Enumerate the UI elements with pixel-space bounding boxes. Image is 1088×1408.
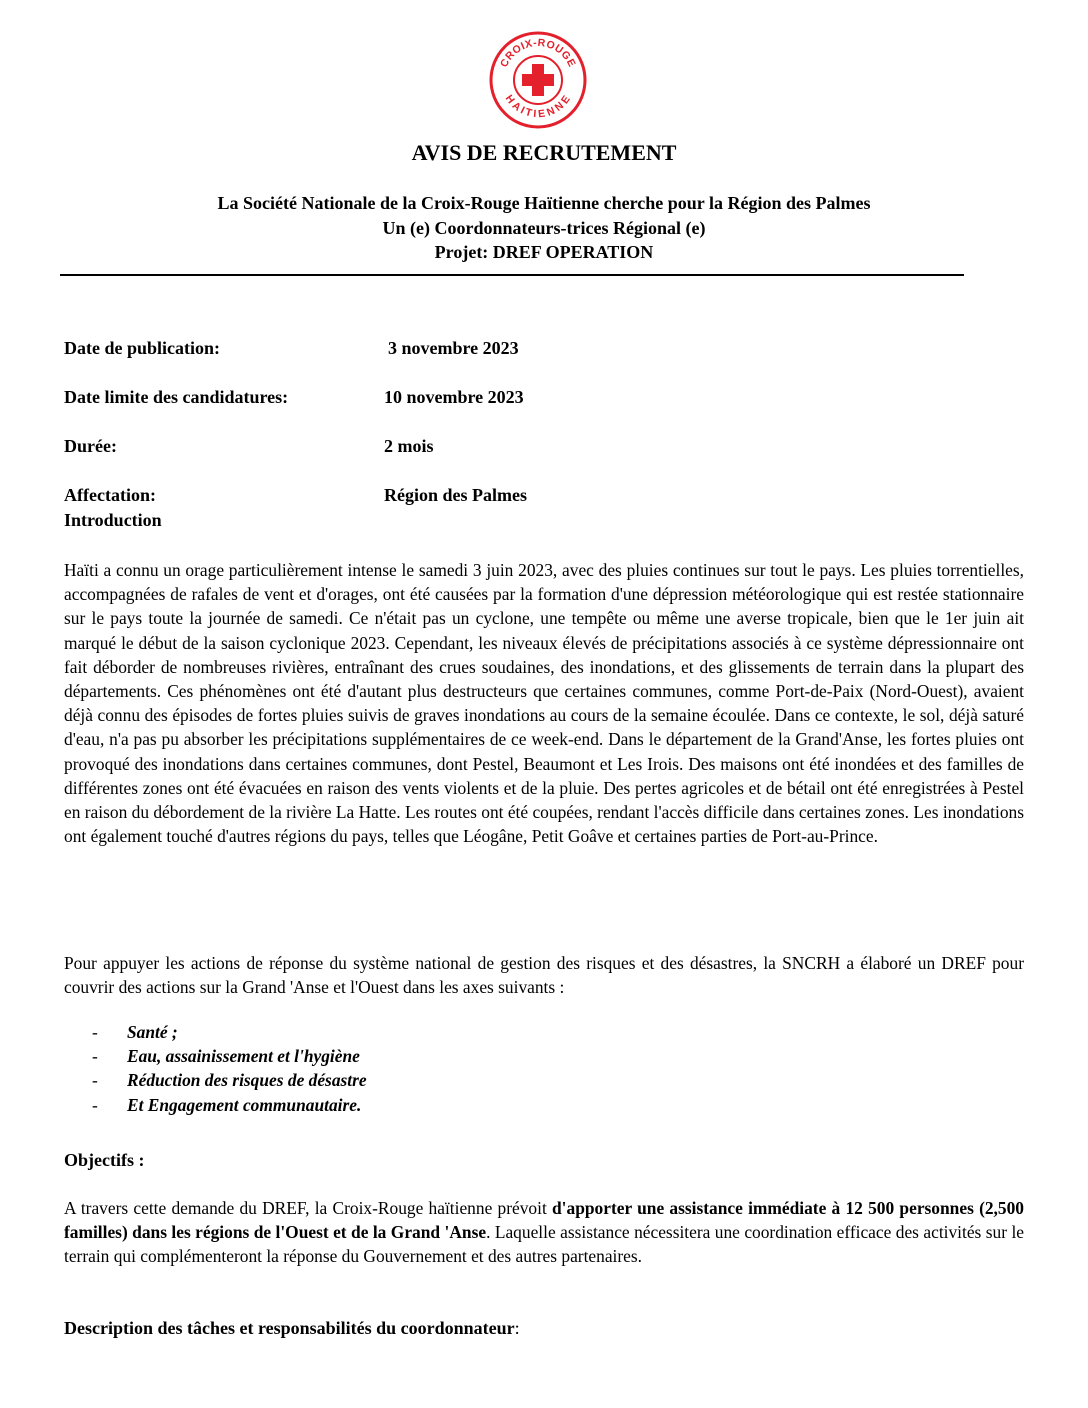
- response-paragraph: Pour appuyer les actions de réponse du système national de gestion des risques et des désastres, la SNCRH a élaboré un DREF pour couvrir des actions sur la Grand 'Anse et l'Ouest dans les axes suivants :: [64, 953, 1024, 998]
- list-item-text: Eau, assainissement et l'hygiène: [127, 1046, 360, 1067]
- list-dash: -: [92, 1046, 98, 1067]
- objectives-paragraph: [64, 1196, 1024, 1269]
- subtitle-organization: La Société Nationale de la Croix-Rouge Haïtienne cherche pour la Région des Palmes: [217, 193, 871, 213]
- list-item: [64, 1068, 367, 1092]
- introduction-heading: Introduction: [64, 510, 162, 530]
- list-dash: -: [92, 1070, 98, 1091]
- posting-value: Région des Palmes: [384, 485, 527, 505]
- list-dash: -: [92, 1022, 98, 1042]
- posting-label: Affectation:: [64, 485, 156, 505]
- objectives-heading: Objectifs :: [64, 1150, 145, 1170]
- objectives-text-start: A travers cette demande du DREF, la Croix-Rouge haïtienne prévoit: [64, 1198, 553, 1218]
- introduction-paragraph: Haïti a connu un orage particulièrement intense le samedi 3 juin 2023, avec des pluies continues sur tout le pays. Les pluies torrentielles, accompagnées de rafales de vent et d'orages, ont été causées par la formation d'une dépression météorologique qui est restée stationnaire sur le pays toute la journée de samedi. Ce n'était pas un cyclone, une tempête ou même une averse tropicale, bien que le 1er juin ait marqué le début de la saison cyclonique 2023. Cependant, les niveaux élevés de précipitations associés à ce système dépressionnaire ont fait déborder de nombreuses rivières, entraînant des crues soudaines, des inondations, et des glissements de terrain dans la plupart des départements. Ces phénomènes ont été d'autant plus destructeurs que certaines communes, comme Port-de-Paix (Nord-Ouest), avaient déjà connu des épisodes de fortes pluies suivis de graves inondations au cours de la semaine écoulée. Dans ce contexte, le sol, déjà saturé d'eau, n'a pas pu absorber les précipitations supplémentaires de ce week-end. Dans le département de la Grand'Anse, les fortes pluies ont provoqué des inondations dans certaines communes, dont Pestel, Beaumont et Les Irois. Des maisons ont été inondées et des familles de différentes zones ont été évacuées en raison des vents violents et de la pluie. Des pertes agricoles et de bétail ont été enregistrées à Pestel en raison du débordement de la rivière La Hatte. Les routes ont été coupées, rendant l'accès difficile dans certaines zones. Les inondations ont également touché d'autres régions du pays, telles que Léogâne, Petit Goâve et certaines parties de Port-au-Prince.: [64, 560, 1024, 847]
- tasks-heading-text: Description des tâches et responsabilités du coordonnateur: [64, 1318, 515, 1338]
- deadline-value: 10 novembre 2023: [384, 387, 524, 407]
- duration-value: 2 mois: [384, 436, 434, 456]
- objectives-text-end: . Laquelle assistance nécessitera une coordination efficace des activités sur le terrain qui complémenteront la réponse du Gouvernement et des autres partenaires.: [64, 1222, 1024, 1267]
- list-item-text: Et Engagement communautaire.: [127, 1094, 362, 1115]
- objectives-text-emphasis: d'apporter une assistance immédiate à 12 500 personnes (2,500 familles) dans les régions de l'Ouest et de la Grand 'Anse: [64, 1198, 1024, 1243]
- logo-text-bottom: HAITIENNE: [502, 92, 574, 121]
- list-item-text: Réduction des risques de désastre: [127, 1070, 367, 1091]
- list-item: [64, 1044, 367, 1068]
- list-dash: -: [92, 1094, 98, 1115]
- tasks-heading: [64, 1318, 520, 1339]
- list-item-text: Santé ;: [127, 1022, 178, 1042]
- duration-label: Durée:: [64, 436, 117, 456]
- deadline-label: Date limite des candidatures:: [64, 387, 289, 407]
- publication-date-label: Date de publication:: [64, 338, 221, 358]
- document-title: AVIS DE RECRUTEMENT: [411, 140, 677, 165]
- publication-date-value: 3 novembre 2023: [388, 338, 519, 358]
- response-axes-list: [64, 1020, 367, 1117]
- tasks-heading-colon: :: [514, 1318, 520, 1338]
- logo-text-top: CROIX-ROUGE: [498, 36, 578, 70]
- red-cross-logo: [488, 30, 588, 130]
- svg-text:HAITIENNE: [503, 93, 574, 121]
- header-divider: [60, 274, 964, 276]
- red-cross-icon: [522, 64, 554, 96]
- subtitle-project: Projet: DREF OPERATION: [434, 242, 654, 262]
- list-item: [64, 1020, 367, 1044]
- list-item: [64, 1093, 367, 1117]
- subtitle-position: Un (e) Coordonnateurs-trices Régional (e): [382, 218, 706, 238]
